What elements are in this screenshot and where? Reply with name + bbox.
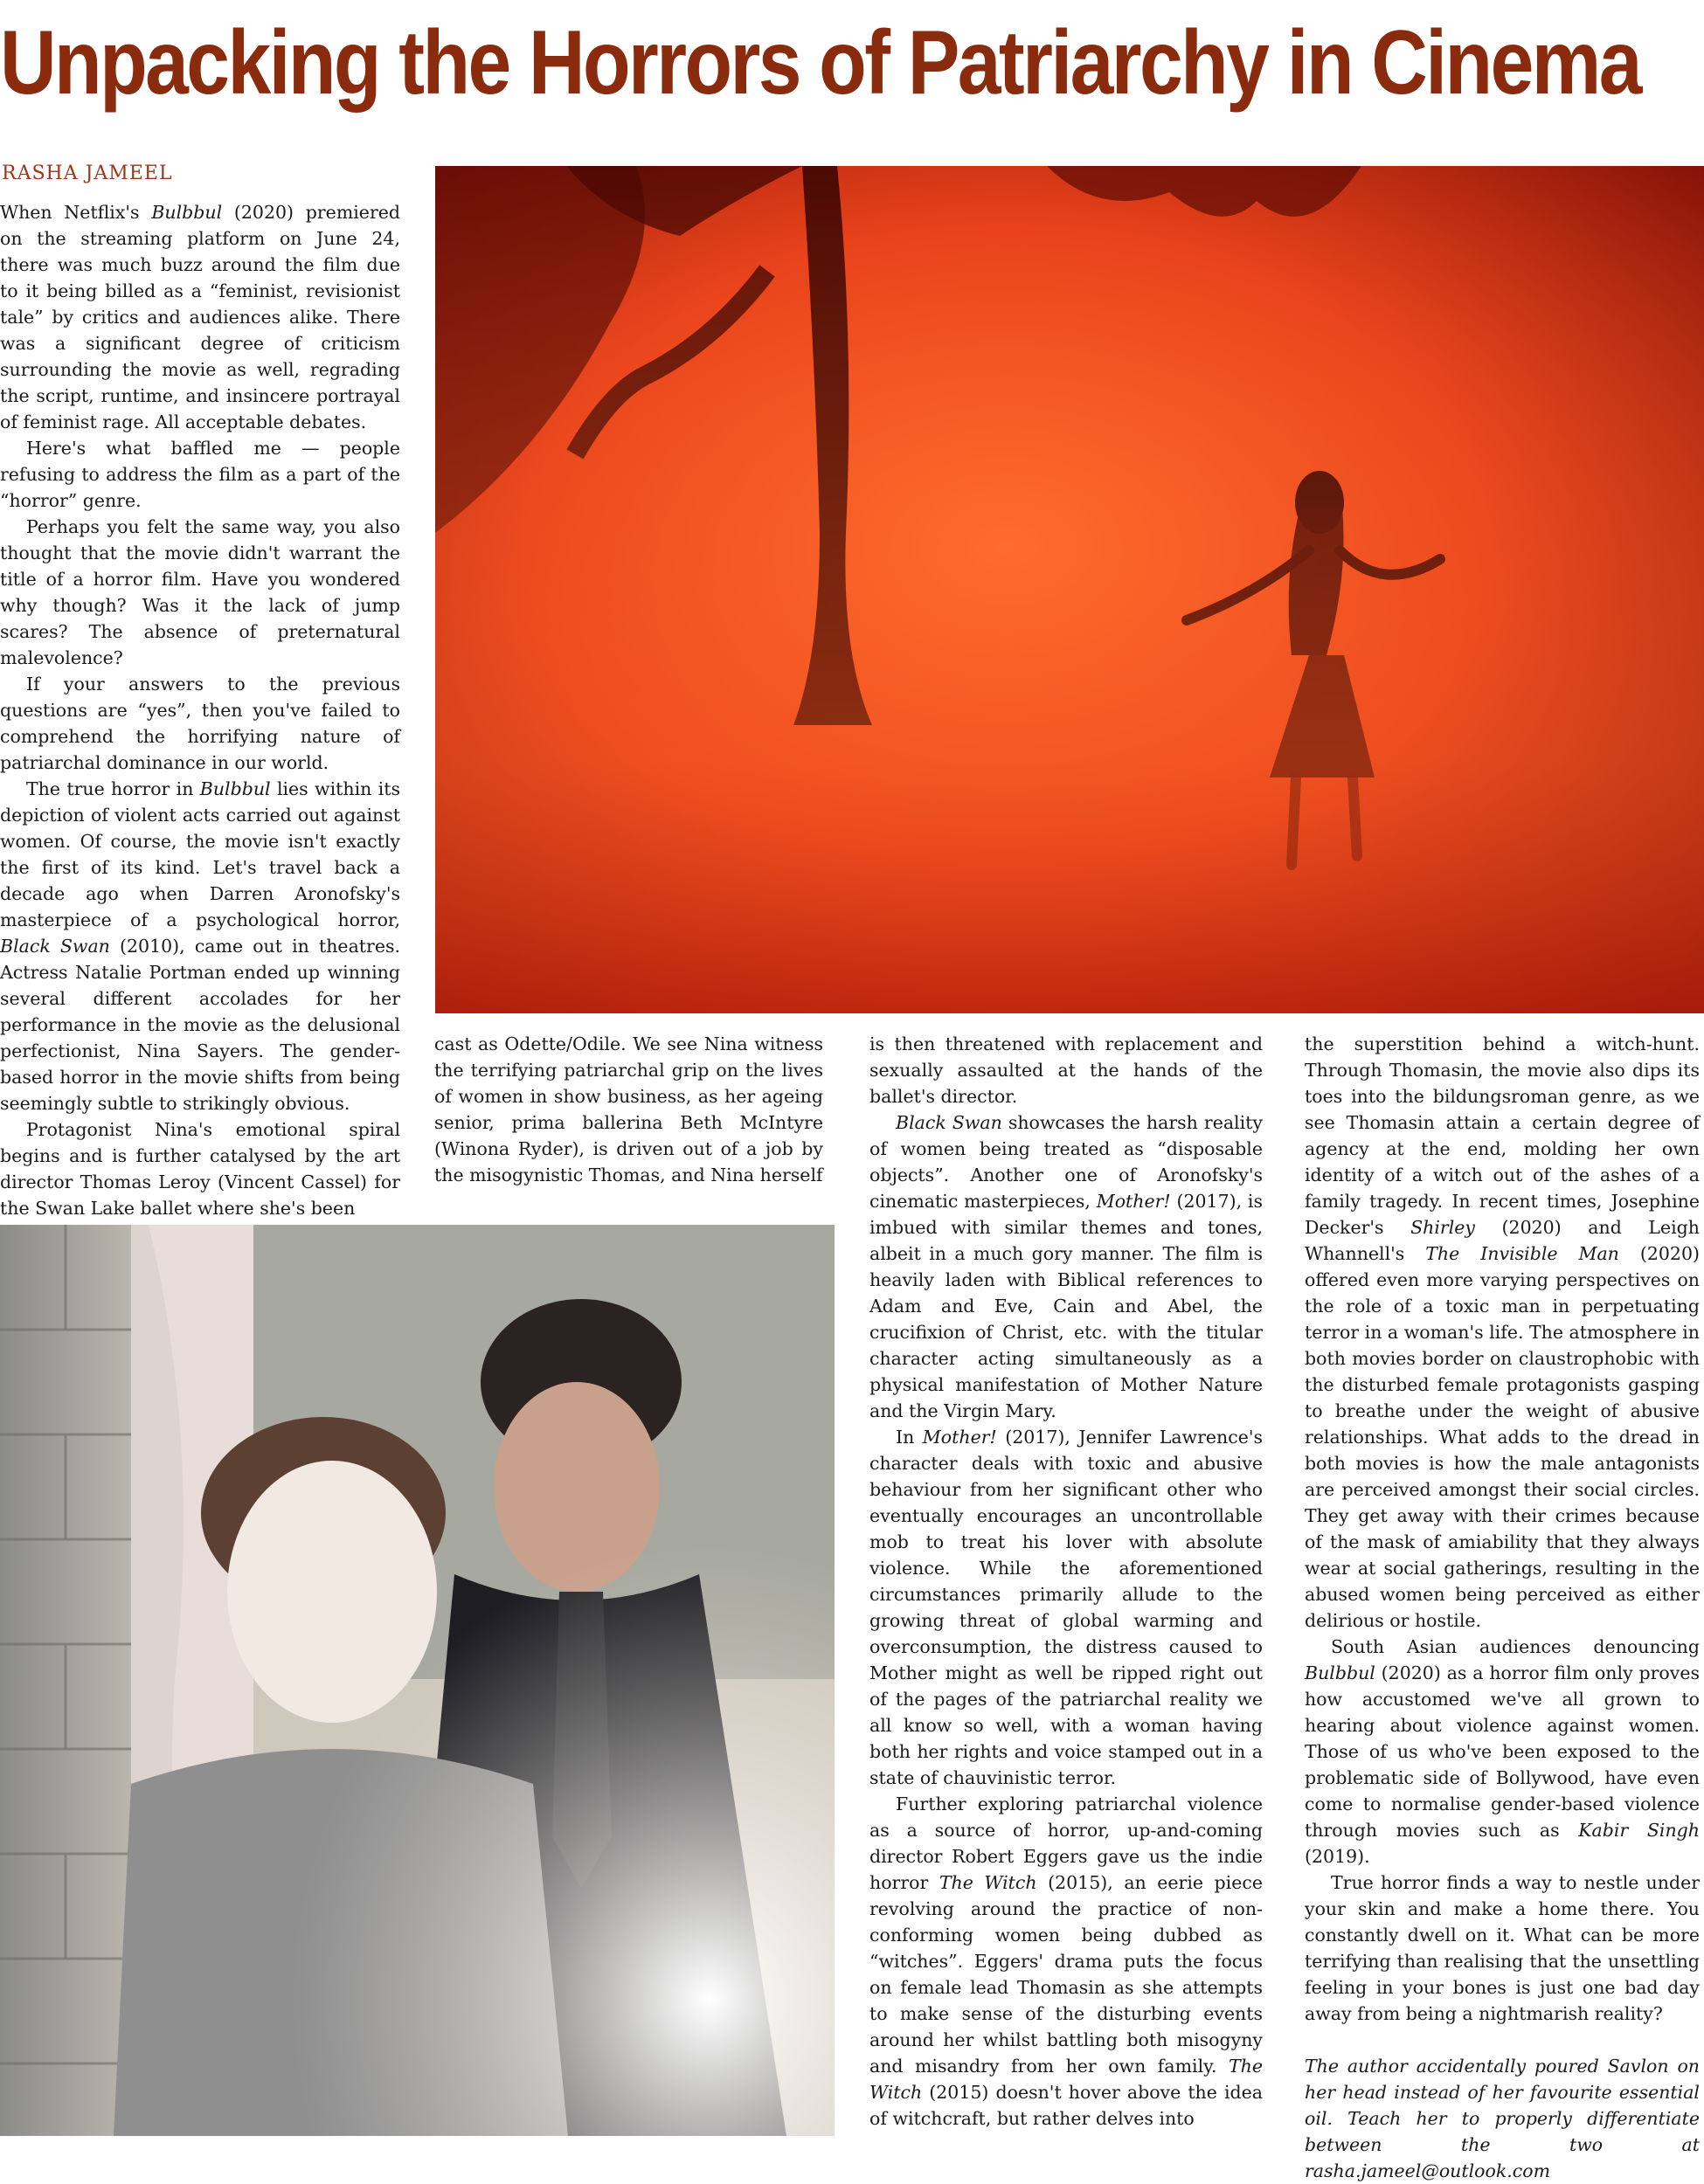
paragraph: cast as Odette/Odile. We see Nina witness the terrifying patriarchal grip on the lives of women in show business, as her ageing senior, prima ballerina Beth McIntyre (Winona Ryder), is driven out of a job by the misogynistic Thomas, and Nina herself — [434, 1033, 823, 1185]
headline: Unpacking the Horrors of Patriarchy in Cinema — [0, 12, 1640, 114]
byline: RASHA JAMEEL — [2, 162, 173, 184]
article-column-4 — [1305, 1031, 1700, 2184]
paragraph: If your answers to the previous questions are “yes”, then you've failed to comprehend the horrifying nature of patriarchal dominance in our world. — [0, 674, 400, 773]
paragraph: Here's what baffled me — people refusing to address the film as a part of the “horror” genre. — [0, 438, 400, 511]
paragraph: Perhaps you felt the same way, you also thought that the movie didn't warrant the title of a horror film. Have you wondered why though? Was it the lack of jump scares? The absence of preternatural malevolence? — [0, 516, 400, 668]
black-swan-still-photo — [0, 1225, 835, 2136]
paragraph: is then threatened with replacement and sexually assaulted at the hands of the ballet's director. — [869, 1033, 1263, 1107]
article-column-3 — [869, 1031, 1263, 2132]
paragraph: The true horror in Bulbbul lies within its depiction of violent acts carried out against women. Of course, the movie isn't exactly the first of its kind. Let's travel back a decade ago when Darren Aronofsky's masterpiece of a psychological horror, Black Swan (2010), came out in theatres. Actress Natalie Portman ended up winning several different accolades for her performance in the movie as the delusional perfectionist, Nina Sayers. The gender-based horror in the movie shifts from being seemingly subtle to strikingly obvious. — [0, 778, 400, 1114]
paragraph: Black Swan showcases the harsh reality of women being treated as “disposable objects”. Another one of Aronofsky's cinematic masterpieces, Mother! (2017), is imbued with similar themes and tones, albeit in a much gory manner. The film is heavily laden with Biblical references to Adam and Eve, Cain and Abel, the crucifixion of Christ, etc. with the titular character acting simultaneously as a physical manifestation of Mother Nature and the Virgin Mary. — [869, 1112, 1263, 1421]
article-column-1 — [0, 199, 400, 1221]
paragraph: True horror finds a way to nestle under your skin and make a home there. You constantly dwell on it. What can be more terrifying than realising that the unsettling feeling in your bones is just one bad day away from being a nightmarish reality? — [1305, 1872, 1700, 2024]
paragraph: Protagonist Nina's emotional spiral begins and is further catalysed by the art director Thomas Leroy (Vincent Cassel) for the Swan Lake ballet where she's been — [0, 1119, 400, 1219]
paragraph: the superstition behind a witch-hunt. Through Thomasin, the movie also dips its toes into the bildungsroman genre, as we see Thomasin attain a certain degree of agency at the end, molding her own identity of a witch out of the ashes of a family tragedy. In recent times, Josephine Decker's Shirley (2020) and Leigh Whannell's The Invisible Man (2020) offered even more varying perspectives on the role of a toxic man in perpetuating terror in a woman's life. The atmosphere in both movies border on claustrophobic with the disturbed female protagonists gasping to breathe under the weight of abusive relationships. What adds to the dread in both movies is how the male antagonists are perceived amongst their social circles. They get away with their crimes because of the mask of amiability that they always wear at social gatherings, resulting in the abused women being perceived as either delirious or hostile. — [1305, 1033, 1701, 1631]
paragraph: Further exploring patriarchal violence as a source of horror, up-and-coming director Robert Eggers gave us the indie horror The Witch (2015), an eerie piece revolving around the practice of non-conforming women being dubbed as “witches”. Eggers' drama puts the focus on female lead Thomasin as she attempts to make sense of the disturbing events around her whilst battling both misogyny and misandry from her own family. The Witch (2015) doesn't hover above the idea of witchcraft, but rather delves into — [869, 1794, 1263, 2129]
paragraph: In Mother! (2017), Jennifer Lawrence's character deals with toxic and abusive behaviour from her significant other who eventually encourages an uncontrollable mob to treat his lover with absolute violence. While the aforementioned circumstances primarily allude to the growing threat of global warming and overconsumption, the distress caused to Mother might as well be ripped right out of the pages of the patriarchal reality we all know so well, with a woman having both her rights and voice stamped out in a state of chauvinistic terror. — [869, 1427, 1263, 1788]
article-column-2 — [434, 1031, 823, 1188]
paragraph: South Asian audiences denouncing Bulbbul (2020) as a horror film only proves how accustomed we've all grown to hearing about violence against women. Those of us who've been exposed to the problematic side of Bollywood, have even come to normalise gender-based violence through movies such as Kabir Singh (2019). — [1305, 1636, 1700, 1867]
paragraph: When Netflix's Bulbbul (2020) premiered on the streaming platform on June 24, there was much buzz around the film due to it being billed as a “feminist, revisionist tale” by critics and audiences alike. There was a significant degree of criticism surrounding the movie as well, regrading the script, runtime, and insincere portrayal of feminist rage. All acceptable debates. — [0, 202, 400, 432]
author-note: The author accidentally poured Savlon on her head instead of her favourite essential oil. Teach her to properly differentiate between the two at rasha.jameel@outlook.com — [1305, 2056, 1700, 2181]
bulbbul-still-photo — [435, 166, 1704, 1013]
